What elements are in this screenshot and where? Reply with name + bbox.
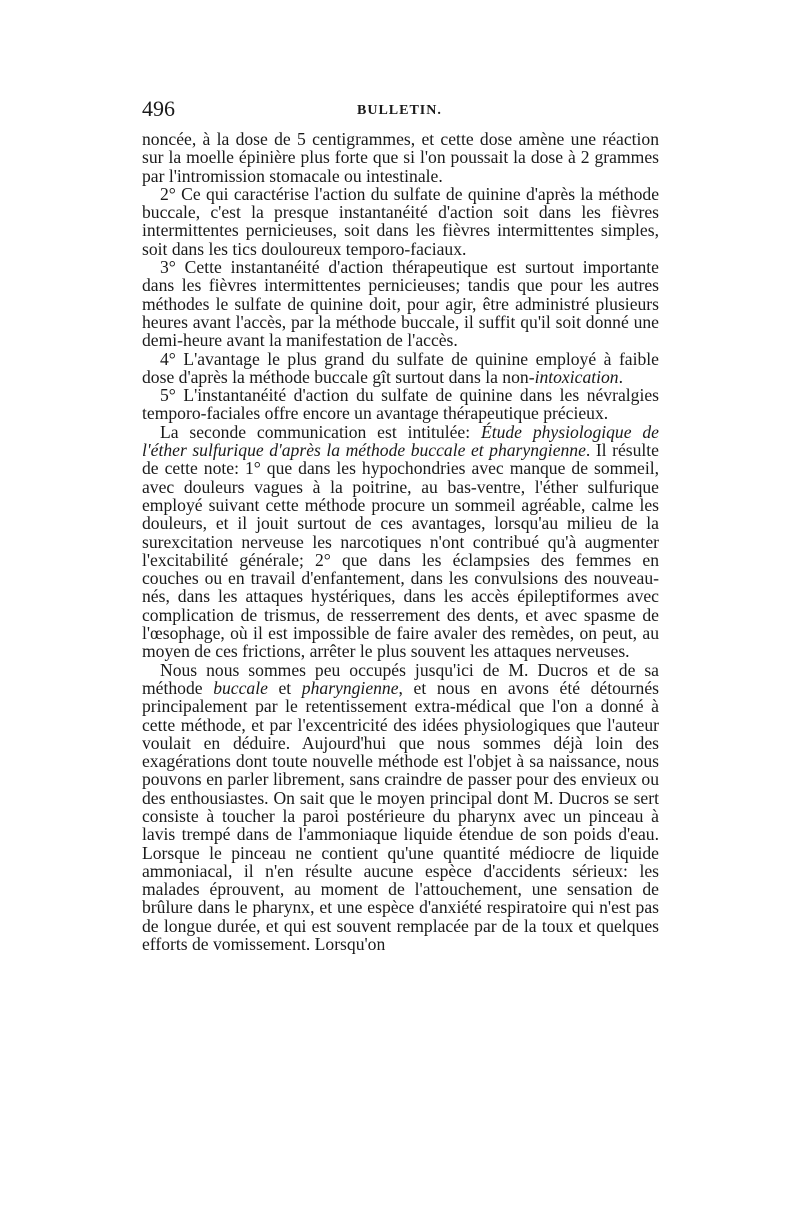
text-run: 5° L'instantanéité d'action du sulfate de quinine dans les névralgies temporo-faciales offre encore un avantage thérapeutique précieux. [142, 385, 659, 424]
italic-text-run: buccale [213, 677, 268, 698]
running-head: BULLETIN. [357, 103, 442, 118]
paragraph [142, 386, 659, 423]
text-run: et [267, 677, 302, 698]
text-run: , et nous en avons été détournés principalement par le retentissement extra-médical que l'on a donné à cette méthode, et par l'excentricité des idées physiologiques que l'auteur voulait en déduire. Aujourd'hui que nous sommes déjà loin des exagérations dont toute nouvelle méthode est l'objet à sa naissance, nous pouvons en parler librement, sans craindre de passer pour des envieux ou des enthousiastes. On sait que le moyen principal dont M. Ducros se sert consiste à toucher la paroi postérieure du pharynx avec un pinceau à lavis trempé dans de l'ammoniaque liquide étendue de son poids d'eau. Lorsque le pinceau ne contient qu'une quantité médiocre de liquide ammoniacal, il n'en résulte aucune espèce d'accidents sérieux: les malades éprouvent, au moment de l'attouchement, une sensation de brûlure dans le pharynx, et une espèce d'anxiété respiratoire qui n'est pas de longue durée, et qui est souvent remplacée par de la toux et quelques efforts de vomissement. Lorsqu'on [142, 677, 660, 955]
text-run: 4° L'avantage le plus grand du sulfate de quinine employé à faible dose d'après la méthode buccale gît surtout dans la non- [142, 348, 659, 387]
text-run: 2° Ce qui caractérise l'action du sulfate de quinine d'après la méthode buccale, c'est la presque instantanéité d'action soit dans les fièvres intermittentes pernicieuses, soit dans les fièvres intermittentes simples, soit dans les tics douloureux temporo-faciaux. [142, 183, 659, 259]
document-page [142, 96, 659, 953]
paragraph [142, 185, 659, 258]
text-run: . Il résulte de cette note: 1° que dans les hypochondries avec manque de sommeil, avec douleurs vagues à la poitrine, au bas-ventre, l'éther sulfurique employé suivant cette méthode procure un sommeil agréable, calme les douleurs, et il jouit surtout de ces avantages, lorsqu'au milieu de la surexcitation nerveuse les narcotiques n'ont contribué qu'à augmenter l'excitabilité générale; 2° que dans les éclampsies des femmes en couches ou en travail d'enfantement, dans les convulsions des nouveau-nés, dans les attaques hystériques, dans les accès épileptiformes avec complication de trismus, de resserrement des dents, et avec spasme de l'œsophage, où il est impossible de faire avaler des remèdes, on peut, au moyen de ces frictions, arrêter le plus souvent les attaques nerveuses. [142, 440, 659, 662]
paragraph [142, 423, 659, 661]
text-run: La seconde communication est intitulée: [160, 421, 481, 442]
paragraph [142, 661, 659, 954]
italic-text-run: intoxication [534, 366, 619, 387]
paragraph [142, 350, 659, 387]
text-run: . [618, 366, 624, 387]
page-number: 496 [142, 96, 175, 121]
text-run: Nous nous sommes peu occupés jusqu'ici de M. Ducros et de sa méthode [142, 659, 659, 698]
italic-text-run: pharyngienne [301, 677, 399, 698]
text-run: 3° Cette instantanéité d'action thérapeutique est surtout importante dans les fièvres intermittentes pernicieuses; tandis que pour les autres méthodes le sulfate de quinine doit, pour agir, être administré plusieurs heures avant l'accès, par la méthode buccale, il suffit qu'il soit donné une demi-heure avant la manifestation de l'accès. [142, 257, 659, 351]
paragraph [142, 258, 659, 349]
text-run: noncée, à la dose de 5 centigrammes, et cette dose amène une réaction sur la moelle épinière plus forte que si l'on poussait la dose à 2 grammes par l'intromission stomacale ou intestinale. [142, 129, 659, 186]
body-text [142, 130, 659, 953]
page-header [142, 96, 659, 130]
italic-title: Étude physiologique de l'éther sulfurique d'après la méthode buccale et pharyngienne [142, 421, 659, 461]
paragraph [142, 130, 659, 185]
